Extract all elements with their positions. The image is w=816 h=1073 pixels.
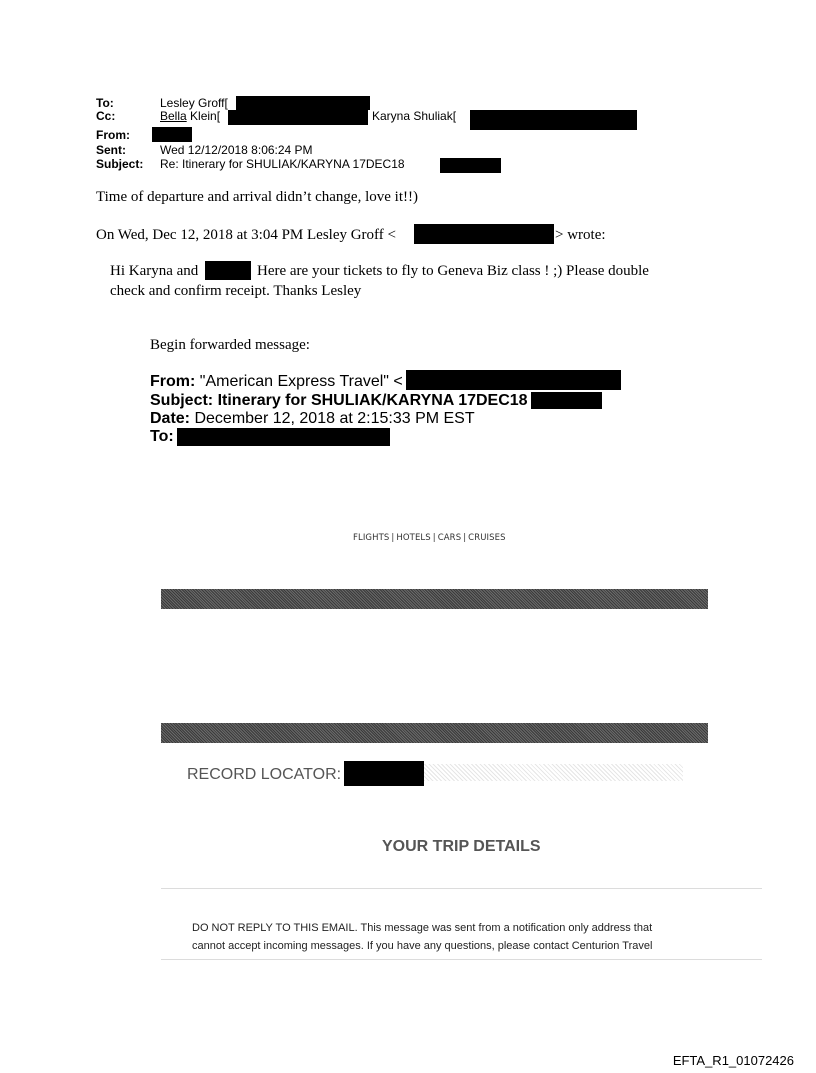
banner-bar-bottom: [161, 723, 708, 743]
record-locator-label: RECORD LOCATOR:: [187, 766, 342, 783]
forward-date: [150, 410, 475, 427]
notice-line-2: cannot accept incoming messages. If you have any questions, please contact Centurion Travel: [192, 940, 653, 952]
redaction-to-email: [236, 96, 370, 110]
divider-top: [161, 888, 762, 889]
bracket-close: [369, 96, 370, 110]
to-label: To:: [96, 96, 114, 110]
nav-hotels-link[interactable]: HOTELS: [396, 533, 431, 543]
forward-to-label: To:: [150, 428, 174, 445]
sent-label: Sent:: [96, 143, 126, 157]
amex-nav: [353, 533, 506, 543]
quote-intro: On Wed, Dec 12, 2018 at 3:04 PM Lesley Groff <: [96, 227, 396, 243]
record-locator-field: [424, 764, 683, 781]
cc-label: Cc:: [96, 109, 116, 123]
cc-first-rest: Klein[: [186, 109, 221, 123]
cc-value-second: Karyna Shuliak[: [372, 109, 457, 123]
forward-subject-value: Itinerary for SHULIAK/KARYNA 17DEC18: [217, 392, 528, 409]
redaction-cc-bella: [228, 110, 368, 125]
nav-separator: |: [432, 533, 436, 543]
nav-cars-link[interactable]: CARS: [437, 533, 462, 543]
nav-separator: |: [463, 533, 467, 543]
nav-flights-link[interactable]: FLIGHTS: [353, 533, 390, 543]
nav-separator: |: [391, 533, 395, 543]
quoted-line2: check and confirm receipt. Thanks Lesley: [110, 283, 362, 299]
redaction-from: [152, 127, 192, 142]
forward-to: [150, 428, 174, 445]
from-label: From:: [96, 128, 130, 142]
forward-subject-label: Subject:: [150, 392, 214, 409]
forward-from: [150, 373, 403, 390]
banner-bar-top: [161, 589, 708, 609]
forward-date-label: Date:: [150, 410, 191, 427]
subject-label: Subject:: [96, 157, 144, 171]
redaction-forward-from: [406, 370, 621, 390]
redaction-forward-subject: [531, 392, 602, 409]
sent-value: Wed 12/12/2018 8:06:24 PM: [160, 143, 313, 157]
nav-cruises-link[interactable]: CRUISES: [468, 533, 506, 543]
notice-line-1: DO NOT REPLY TO THIS EMAIL. This message was sent from a notification only address that: [192, 922, 653, 934]
forward-from-value: "American Express Travel" <: [199, 373, 403, 390]
cc-first-name: Bella: [160, 109, 187, 123]
forward-subject: [150, 392, 528, 409]
redaction-subject: [440, 158, 501, 173]
forward-date-value: December 12, 2018 at 2:15:33 PM EST: [194, 410, 475, 427]
subject-value: Re: Itinerary for SHULIAK/KARYNA 17DEC18: [160, 157, 405, 171]
trip-details-title: YOUR TRIP DETAILS: [382, 838, 541, 855]
divider-bottom: [161, 959, 762, 960]
redaction-quote-email: [414, 224, 554, 244]
reply-line: Time of departure and arrival didn’t change, love it!!): [96, 189, 418, 205]
document-id: EFTA_R1_01072426: [672, 1053, 794, 1068]
quote-intro-end: > wrote:: [555, 227, 606, 243]
redaction-record-locator: [344, 761, 424, 786]
redaction-quoted-name: [205, 261, 251, 280]
redaction-cc-karyna: [470, 110, 637, 130]
quoted-rest-line1: Here are your tickets to fly to Geneva Biz class ! ;) Please double: [257, 263, 649, 279]
redaction-forward-to: [177, 428, 390, 446]
cc-value-first: [160, 110, 220, 123]
no-reply-notice: [192, 919, 732, 955]
quoted-hi: Hi Karyna and: [110, 263, 199, 279]
to-value: Lesley Groff[: [160, 96, 228, 110]
forward-begin: Begin forwarded message:: [150, 337, 310, 353]
forward-from-label: From:: [150, 373, 196, 390]
